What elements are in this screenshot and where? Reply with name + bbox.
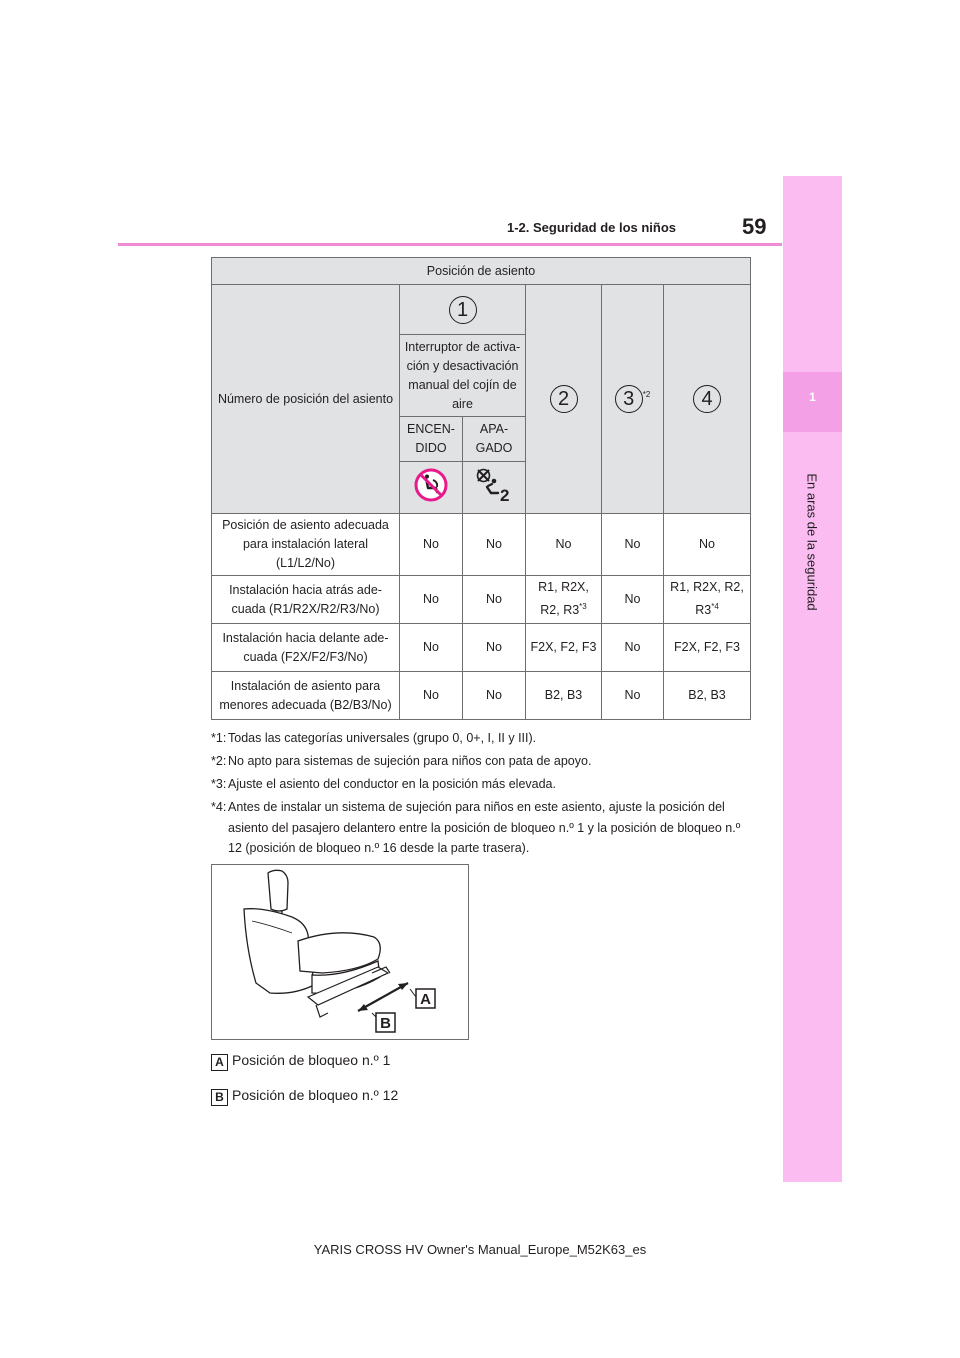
table-cell: F2X, F2, F3 bbox=[664, 624, 751, 672]
row-label: Posición de asiento adecuada para instalación lateral (L1/L2/No) bbox=[212, 514, 400, 576]
cell-note: *4 bbox=[711, 602, 719, 612]
table-row bbox=[212, 672, 751, 720]
table-cell: No bbox=[602, 576, 664, 624]
footnote-mark: *2: bbox=[211, 754, 227, 768]
page-footer: YARIS CROSS HV Owner's Manual_Europe_M52K63_es bbox=[313, 1242, 647, 1257]
seat-lock-illustration bbox=[211, 864, 469, 1040]
seat-drawing bbox=[212, 865, 468, 1039]
position-2-number: 2 bbox=[550, 385, 578, 413]
switch-on-label: ENCEN-DIDO bbox=[400, 417, 463, 462]
position-1-header bbox=[400, 285, 526, 335]
legend-item-b bbox=[211, 1087, 398, 1106]
airbag-off-icon bbox=[400, 462, 463, 514]
cell-value: R1, R2X, R2, R3 bbox=[538, 580, 589, 618]
airbag-switch-label: Interruptor de activa-ción y desactivación manual del cojín de aire bbox=[400, 335, 526, 417]
page-number: 59 bbox=[742, 214, 767, 239]
table-cell: No bbox=[602, 624, 664, 672]
figure-label-a: A bbox=[420, 991, 431, 1008]
footnote-text: Ajuste el asiento del conductor en la posición más elevada. bbox=[228, 777, 556, 791]
row-label: Instalación de asiento para menores adecuada (B2/B3/No) bbox=[212, 672, 400, 720]
row-label: Instalación hacia delante ade-cuada (F2X/F2/F3/No) bbox=[212, 624, 400, 672]
seat-position-table bbox=[211, 257, 751, 720]
table-cell bbox=[526, 576, 602, 624]
table-cell: No bbox=[526, 514, 602, 576]
table-cell: No bbox=[400, 514, 463, 576]
position-3-note: *2 bbox=[642, 390, 651, 400]
table-cell: F2X, F2, F3 bbox=[526, 624, 602, 672]
footnote-mark: *4: bbox=[211, 800, 227, 814]
footnote-text: Antes de instalar un sistema de sujeción para niños en este asiento, ajuste la posición del asiento del pasajero delantero entre la posición de bloqueo n.º 1 y la posición de bloqueo n.º 12 (posición de bloqueo n.º 16 desde la parte trasera). bbox=[228, 800, 741, 855]
table-row bbox=[212, 576, 751, 624]
position-1-number: 1 bbox=[449, 296, 477, 324]
cell-note: *3 bbox=[579, 602, 587, 612]
chapter-side-tab bbox=[783, 176, 842, 1182]
table-cell: No bbox=[664, 514, 751, 576]
header-rule bbox=[118, 243, 782, 246]
position-3-number: 3 bbox=[615, 385, 643, 413]
legend-item-a bbox=[211, 1052, 390, 1071]
position-4-number: 4 bbox=[693, 385, 721, 413]
svg-text:2: 2 bbox=[500, 485, 510, 503]
airbag-on-icon bbox=[463, 462, 526, 514]
table-cell: B2, B3 bbox=[526, 672, 602, 720]
footnote-2 bbox=[211, 751, 756, 772]
figure-label-b: B bbox=[380, 1015, 391, 1032]
footnote-mark: *3: bbox=[211, 777, 227, 791]
table-cell: No bbox=[602, 672, 664, 720]
table-cell: No bbox=[400, 624, 463, 672]
table-row bbox=[212, 514, 751, 576]
legend-text: Posición de bloqueo n.º 12 bbox=[232, 1087, 399, 1103]
footnote-1 bbox=[211, 728, 756, 749]
table-cell: No bbox=[400, 672, 463, 720]
switch-off-label: APA-GADO bbox=[463, 417, 526, 462]
footnote-3 bbox=[211, 774, 756, 795]
table-cell: No bbox=[602, 514, 664, 576]
table-cell: No bbox=[400, 576, 463, 624]
footnote-text: No apto para sistemas de sujeción para niños con pata de apoyo. bbox=[228, 754, 592, 768]
chapter-label: En aras de la seguridad bbox=[804, 473, 820, 611]
table-cell: No bbox=[463, 514, 526, 576]
row-label: Instalación hacia atrás ade-cuada (R1/R2X/R2/R3/No) bbox=[212, 576, 400, 624]
row-header: Número de posición del asiento bbox=[212, 285, 400, 514]
table-cell: No bbox=[463, 672, 526, 720]
table-cell bbox=[664, 576, 751, 624]
table-cell: No bbox=[463, 576, 526, 624]
chapter-number: 1 bbox=[809, 390, 816, 404]
position-4-header bbox=[664, 285, 751, 514]
footnote-mark: *1: bbox=[211, 731, 227, 745]
table-title: Posición de asiento bbox=[212, 258, 751, 285]
legend-key: B bbox=[211, 1089, 228, 1106]
table-cell: No bbox=[463, 624, 526, 672]
footnote-text: Todas las categorías universales (grupo 0, 0+, I, II y III). bbox=[228, 731, 537, 745]
legend-text: Posición de bloqueo n.º 1 bbox=[232, 1052, 391, 1068]
footnote-4 bbox=[211, 797, 756, 859]
table-cell: B2, B3 bbox=[664, 672, 751, 720]
position-2-header bbox=[526, 285, 602, 514]
legend-key: A bbox=[211, 1054, 228, 1071]
table-row bbox=[212, 624, 751, 672]
cell-value: R1, R2X, R2, R3 bbox=[670, 580, 744, 618]
section-title: 1-2. Seguridad de los niños bbox=[507, 220, 677, 235]
position-3-header bbox=[602, 285, 664, 514]
